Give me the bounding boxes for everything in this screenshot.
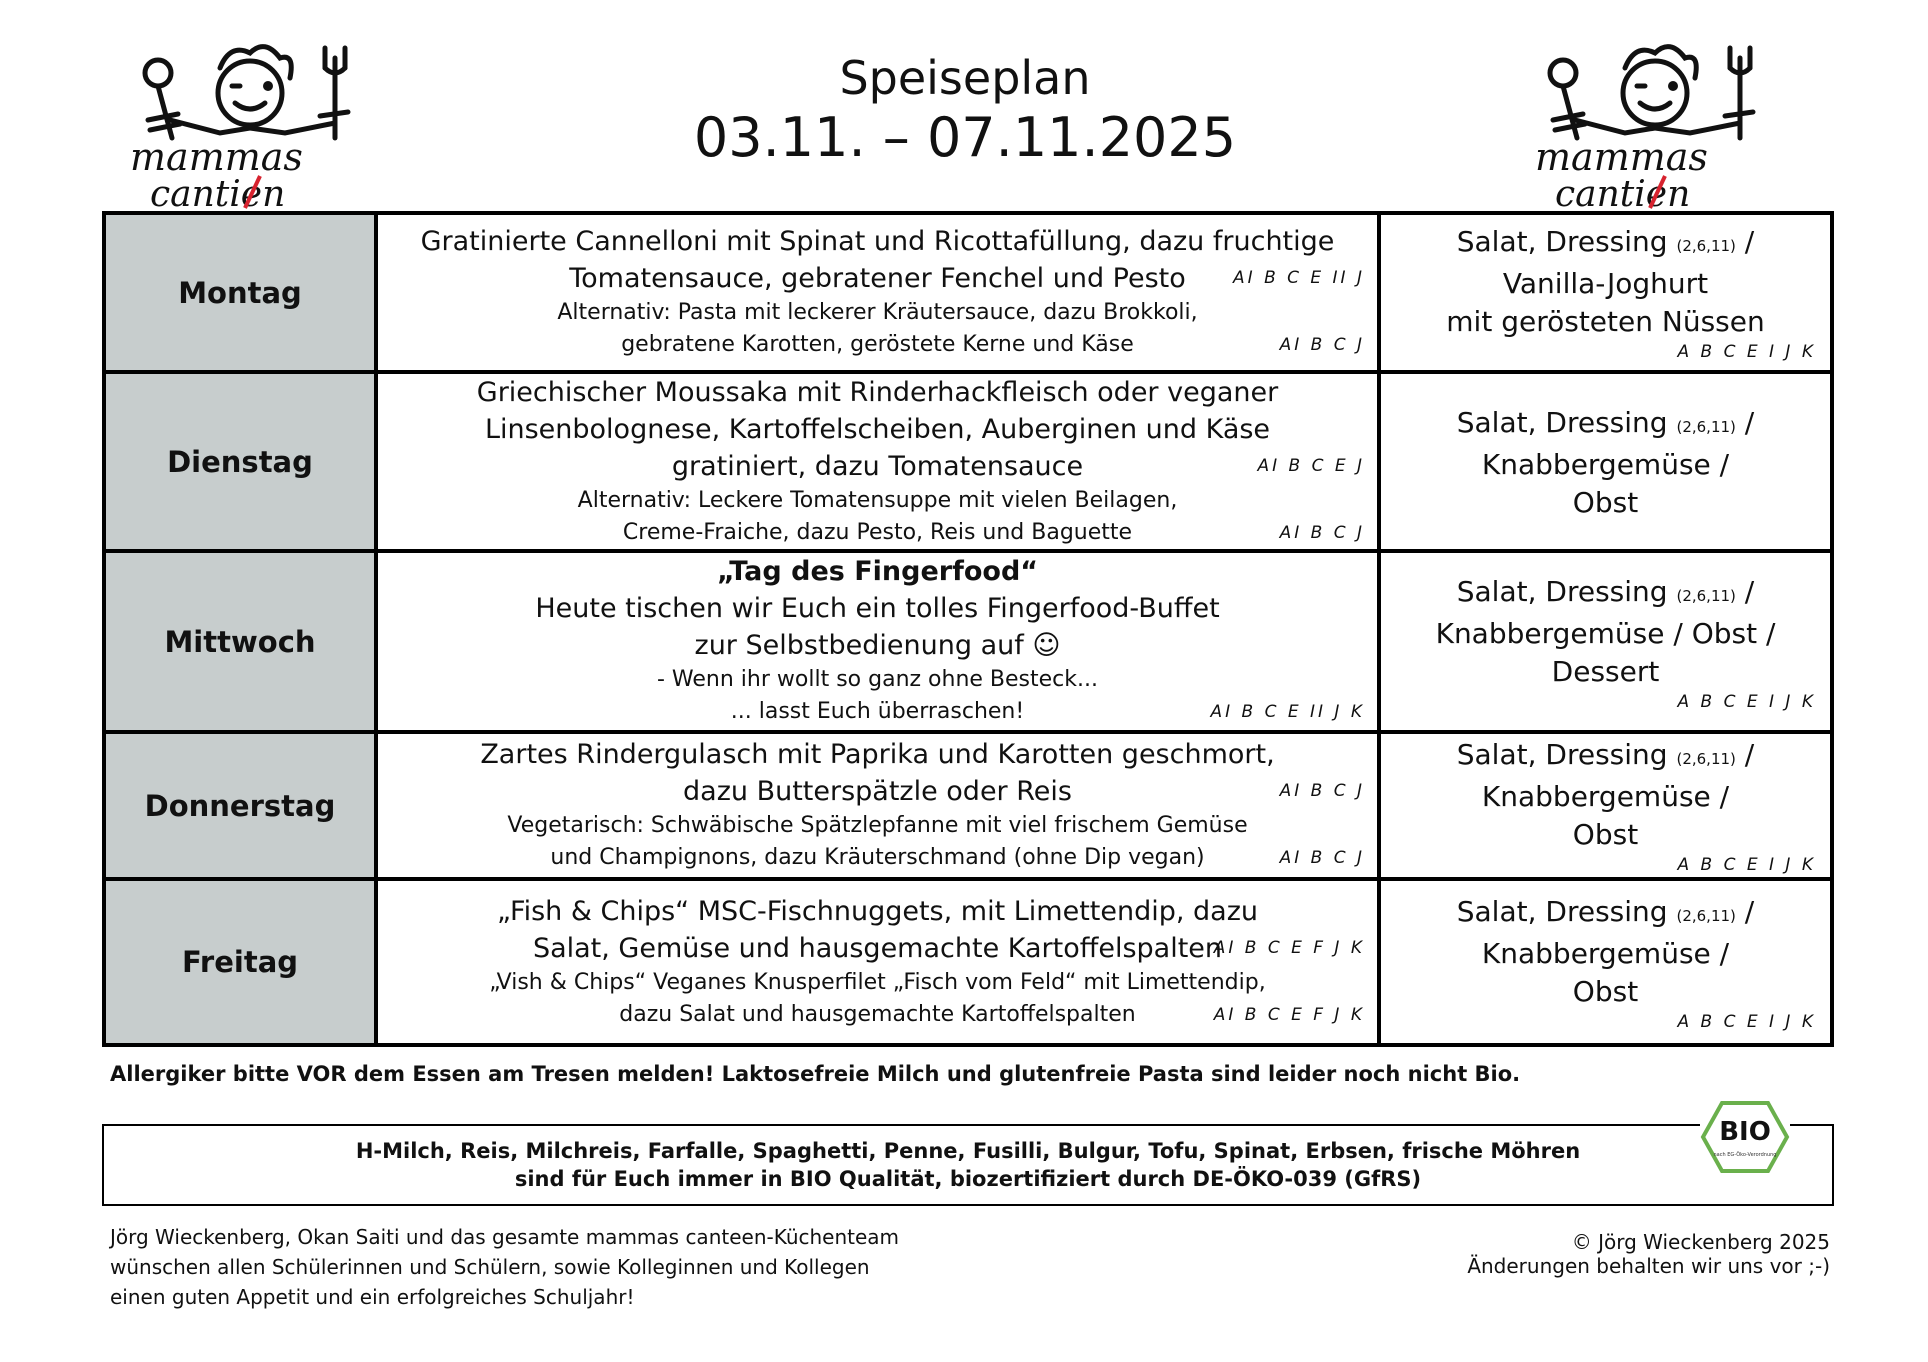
mascot-logo-icon <box>1525 38 1785 213</box>
dish-line: Linsenbolognese, Kartoffelscheiben, Auberginen und Käse <box>484 414 1271 445</box>
allergen-codes: AI B C E F J K <box>1213 1005 1365 1025</box>
alternative-line: dazu Salat und hausgemachte Kartoffelspalten AI B C E F J K <box>378 999 1377 1031</box>
mammas-canteen-logo-right <box>1525 38 1785 213</box>
greeting-line: Jörg Wieckenberg, Okan Saiti und das gesamte mammas canteen-Küchenteam <box>110 1225 900 1249</box>
date-range: 03.11. – 07.11.2025 <box>693 106 1237 169</box>
bio-seal-icon <box>1700 1100 1790 1174</box>
main-dish <box>378 553 1381 730</box>
dish-line: gratiniert, dazu Tomatensauce AI B C E J <box>378 448 1377 485</box>
main-dish <box>378 734 1381 877</box>
svg-text:mammas: mammas <box>1535 135 1708 179</box>
table-row-mittwoch <box>106 549 1830 730</box>
svg-text:nach EG-Öko-Verordnung: nach EG-Öko-Verordnung <box>1713 1152 1777 1158</box>
side-dish: Salat, Dressing (2,6,11) / Knabbergemüse / Obst <box>1456 406 1755 519</box>
allergen-codes: A B C E I J K <box>1677 855 1816 875</box>
allergy-note: Allergiker bitte VOR dem Essen am Tresen melden! Laktosefreie Milch und glutenfreie Pasta sind leider noch nicht Bio. <box>110 1062 1521 1086</box>
alternative-line: „Vish & Chips“ Veganes Knusperfilet „Fisch vom Feld“ mit Limettendip, <box>489 970 1266 995</box>
alternative-line: und Champignons, dazu Kräuterschmand (ohne Dip vegan) AI B C J <box>378 842 1377 874</box>
dish-line: Griechischer Moussaka mit Rinderhackfleisch oder veganer <box>476 377 1279 408</box>
main-dish <box>378 215 1381 370</box>
main-dish <box>378 374 1381 549</box>
table-row-donnerstag <box>106 730 1830 877</box>
main-dish <box>378 881 1381 1043</box>
table-row-freitag <box>106 877 1830 1043</box>
allergen-codes: AI B C E II J <box>1233 268 1365 288</box>
bio-seal-logo <box>1700 1100 1790 1174</box>
mammas-canteen-logo-left <box>120 38 380 213</box>
greeting-line: wünschen allen Schülerinnen und Schülern, sowie Kolleginnen und Kollegen <box>110 1255 870 1279</box>
allergen-codes: A B C E I J K <box>1677 692 1816 712</box>
bio-products-line: H-Milch, Reis, Milchreis, Farfalle, Spaghetti, Penne, Fusilli, Bulgur, Tofu, Spinat, Erbsen, frische Möhren <box>355 1139 1581 1163</box>
side-dish: Salat, Dressing (2,6,11) / Vanilla-Joghurt mit gerösteten Nüssen A B C E I J K <box>1381 215 1830 370</box>
dish-line: Zartes Rindergulasch mit Paprika und Karotten geschmort, <box>480 739 1275 770</box>
dish-line: Salat, Gemüse und hausgemachte Kartoffelspalten AI B C E F J K <box>378 930 1377 967</box>
allergen-codes: AI B C E F J K <box>1213 938 1365 958</box>
allergen-codes: AI B C J <box>1279 335 1365 355</box>
day-label: Freitag <box>106 881 378 1043</box>
footer-greeting <box>110 1222 899 1312</box>
alternative-line: gebratene Karotten, geröstete Kerne und Käse AI B C J <box>378 329 1377 361</box>
dish-line: Heute tischen wir Euch ein tolles Fingerfood-Buffet <box>535 593 1220 624</box>
alternative-line: Alternativ: Leckere Tomatensuppe mit vielen Beilagen, <box>577 488 1178 513</box>
allergen-codes: A B C E I J K <box>1677 1012 1816 1032</box>
copyright-text: © Jörg Wieckenberg 2025 <box>1571 1230 1830 1254</box>
dish-line: dazu Butterspätzle oder Reis AI B C J <box>378 773 1377 810</box>
allergen-codes: AI B C J <box>1279 848 1365 868</box>
day-label: Dienstag <box>106 374 378 549</box>
side-dish: Salat, Dressing (2,6,11) / Knabbergemüse / Obst / Dessert A B C E I J K <box>1381 553 1830 730</box>
alternative-line: - Wenn ihr wollt so ganz ohne Besteck... <box>657 667 1098 692</box>
alternative-line: ... lasst Euch überraschen! AI B C E II J K <box>378 696 1377 728</box>
disclaimer-text: Änderungen behalten wir uns vor ;-) <box>1467 1254 1830 1278</box>
svg-text:cantien: cantien <box>1555 174 1691 213</box>
day-label: Montag <box>106 215 378 370</box>
allergen-codes: AI B C E II J K <box>1210 702 1365 722</box>
alternative-line: Vegetarisch: Schwäbische Spätzlepfanne mit viel frischem Gemüse <box>507 813 1248 838</box>
alternative-line: Creme-Fraiche, dazu Pesto, Reis und Baguette AI B C J <box>378 517 1377 549</box>
day-label: Mittwoch <box>106 553 378 730</box>
special-headline: „Tag des Fingerfood“ <box>716 556 1039 587</box>
svg-text:mammas: mammas <box>130 135 303 179</box>
bio-certification-line: sind für Euch immer in BIO Qualität, biozertifiziert durch DE-ÖKO-039 (GfRS) <box>514 1167 1422 1191</box>
side-dish: Salat, Dressing (2,6,11) / Knabbergemüse / Obst A B C E I J K <box>1381 734 1830 877</box>
allergen-codes: AI B C J <box>1279 781 1365 801</box>
svg-text:BIO: BIO <box>1719 1117 1771 1147</box>
day-label: Donnerstag <box>106 734 378 877</box>
allergen-codes: AI B C E J <box>1257 456 1365 476</box>
dish-line: „Fish & Chips“ MSC-Fischnuggets, mit Limettendip, dazu <box>496 896 1259 927</box>
allergen-codes: AI B C J <box>1279 523 1365 543</box>
greeting-line: einen guten Appetit und ein erfolgreiches Schuljahr! <box>110 1285 635 1309</box>
table-row-montag <box>106 215 1830 370</box>
svg-text:cantien: cantien <box>150 174 286 213</box>
alternative-line: Alternativ: Pasta mit leckerer Kräutersauce, dazu Brokkoli, <box>557 300 1198 325</box>
table-row-dienstag <box>106 370 1830 549</box>
bio-info-box <box>102 1124 1834 1206</box>
menu-table <box>102 211 1834 1047</box>
footer-copyright <box>1467 1230 1830 1278</box>
dish-line: Tomatensauce, gebratener Fenchel und Pesto AI B C E II J <box>378 260 1377 297</box>
dish-line: zur Selbstbedienung auf ☺ <box>694 630 1061 661</box>
allergen-codes: A B C E I J K <box>1677 342 1816 362</box>
dish-line: Gratinierte Cannelloni mit Spinat und Ricottafüllung, dazu fruchtige <box>420 226 1335 257</box>
mascot-logo-icon <box>120 38 380 213</box>
side-dish: Salat, Dressing (2,6,11) / Knabbergemüse / Obst A B C E I J K <box>1381 881 1830 1043</box>
page-title: Speiseplan <box>839 51 1091 105</box>
